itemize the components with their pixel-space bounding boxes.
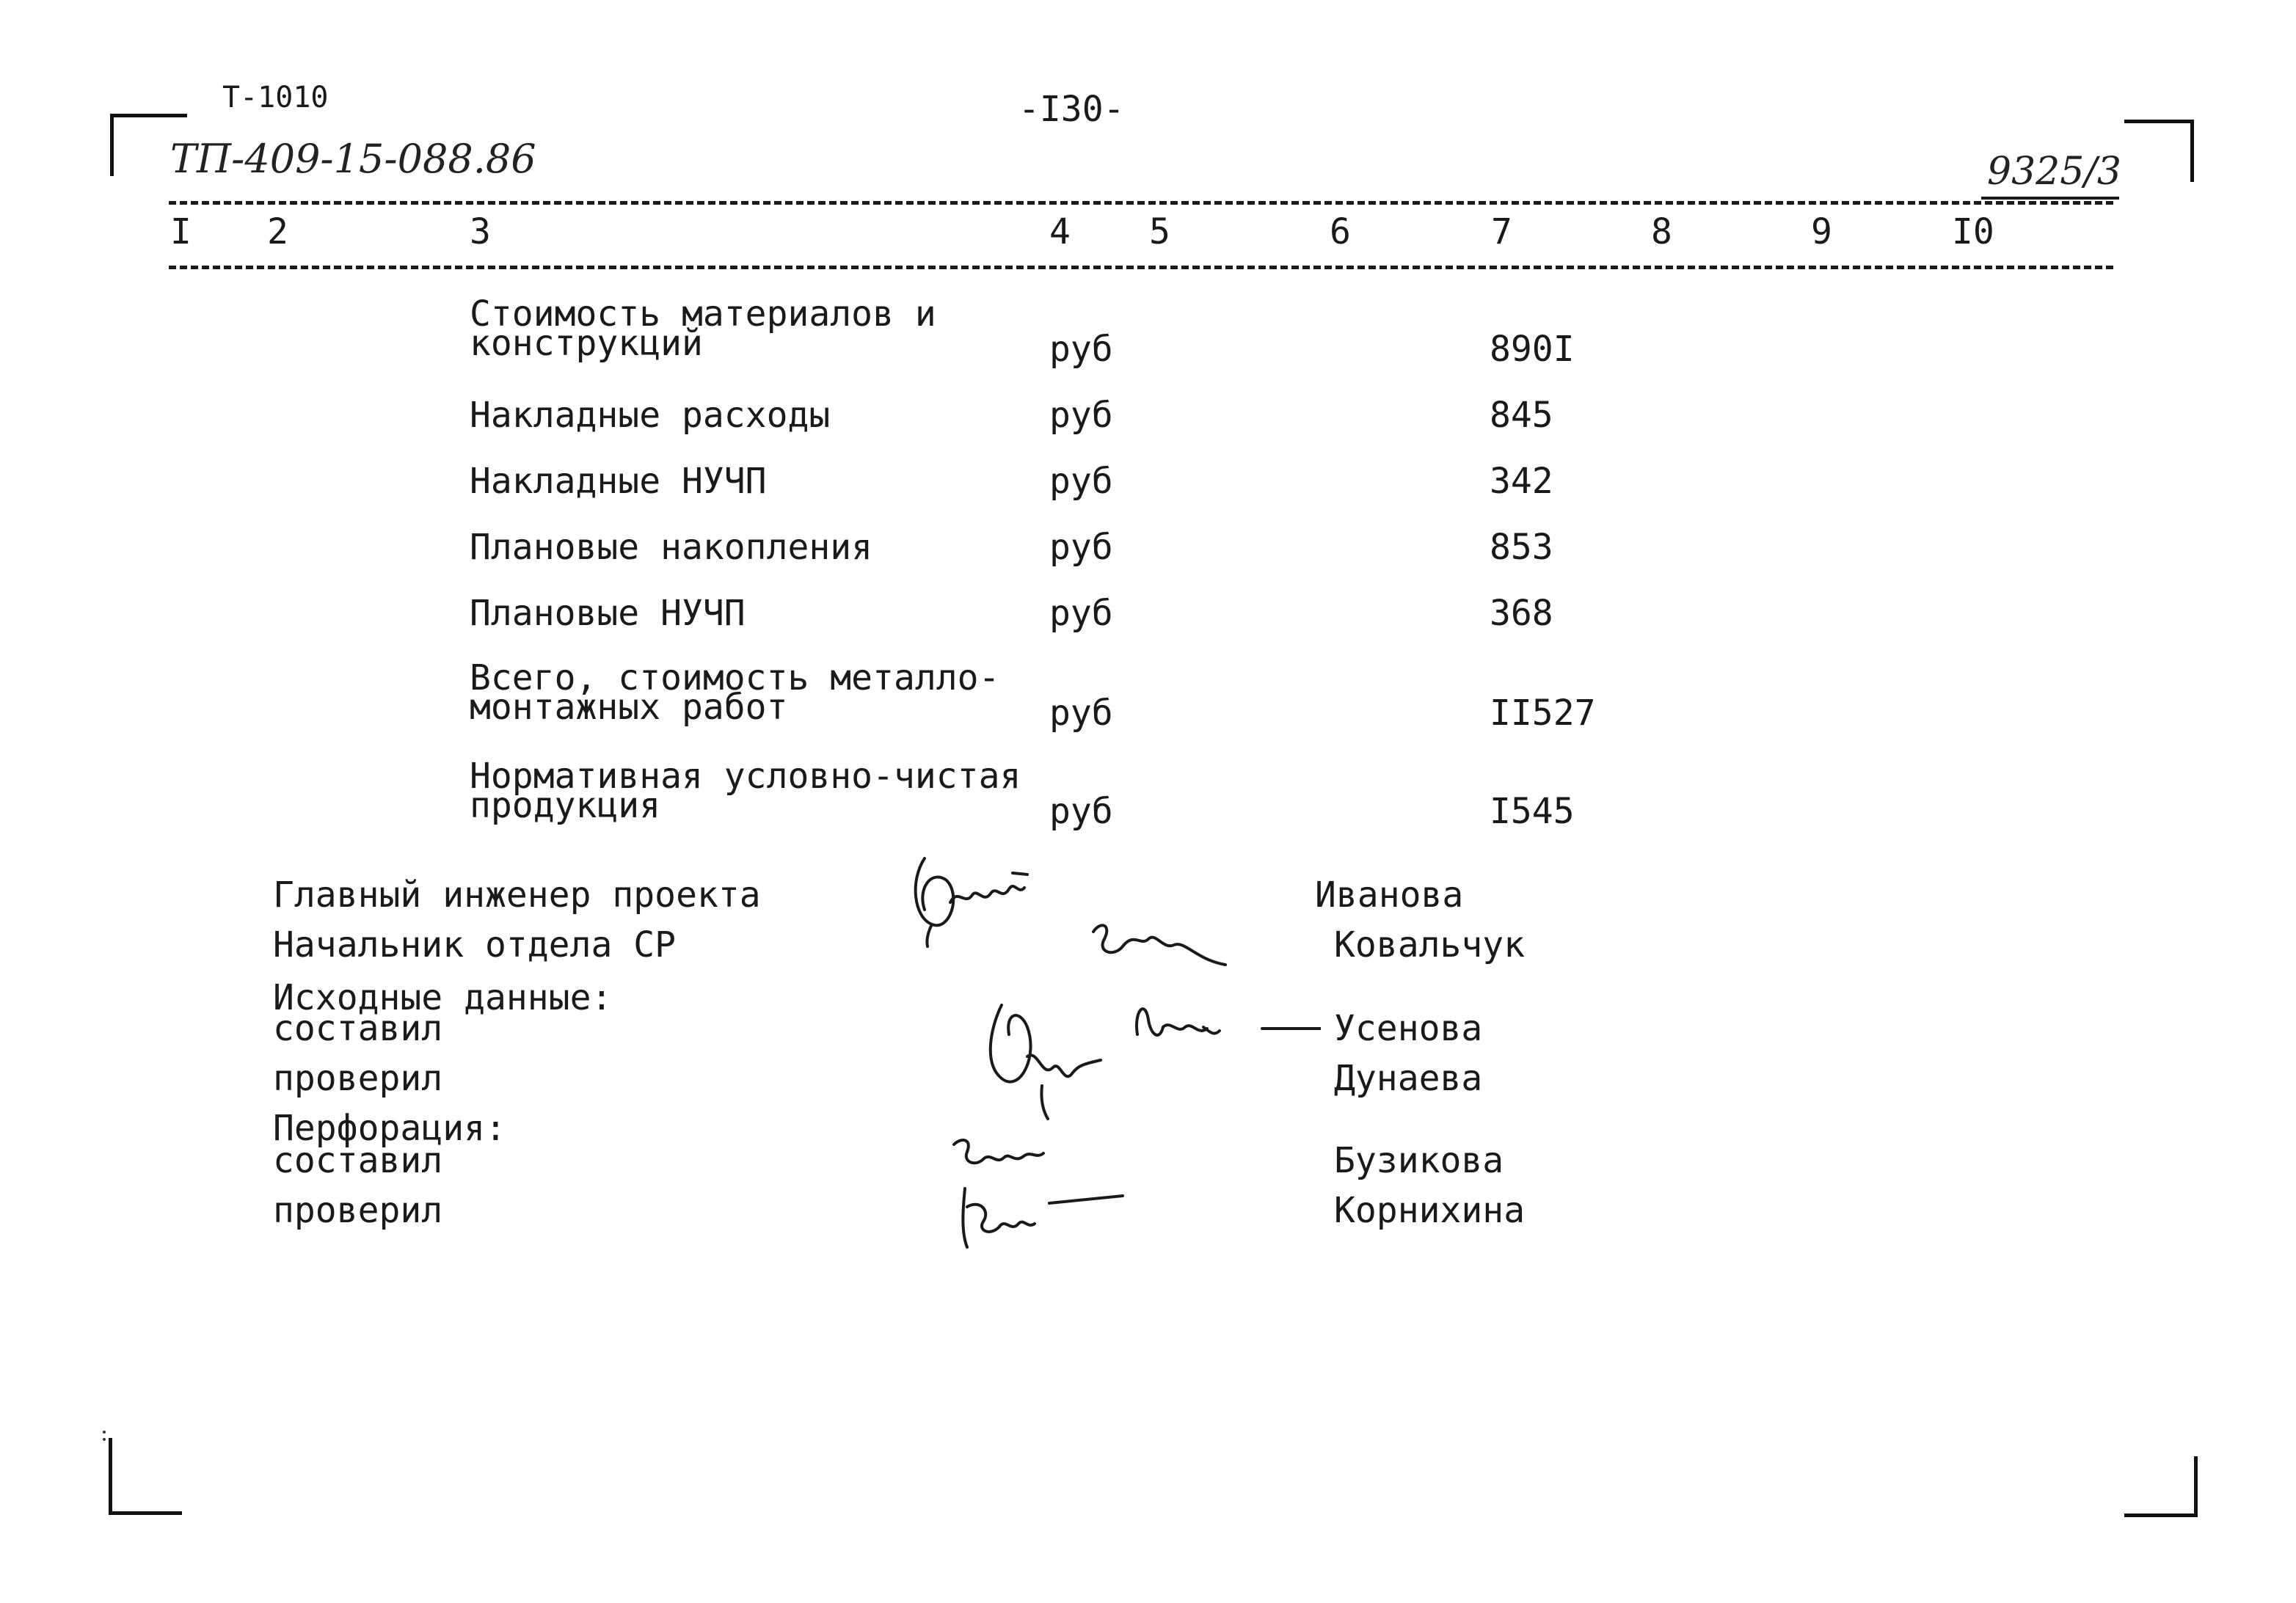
signature-buzikova (954, 1140, 1043, 1163)
frame-corner-bottom-right (2124, 1456, 2198, 1517)
chief-engineer-name: Иванова (1315, 874, 1464, 916)
signature-kornikhina (963, 1188, 1123, 1247)
column-header: 5 (1149, 211, 1170, 252)
row-unit: руб (1049, 329, 1113, 370)
row-unit: руб (1049, 461, 1113, 502)
source-compiled-name: Усенова (1334, 1008, 1483, 1049)
perf-checked-label: проверил (273, 1190, 443, 1231)
column-header: 9 (1811, 211, 1832, 252)
perf-checked-name: Корнихина (1334, 1190, 1526, 1231)
row-item-name: Нормативная условно-чистая продукция (470, 756, 1021, 826)
row-value: I545 (1490, 791, 1575, 832)
source-checked-label: проверил (273, 1058, 443, 1099)
frame-corner-bottom-left (109, 1438, 182, 1515)
row-unit: руб (1049, 593, 1113, 634)
signature-dunaeva (991, 1005, 1101, 1119)
dept-head-role: Начальник отдела СР (273, 924, 677, 965)
project-code: ТП-409-15-088.86 (170, 136, 536, 182)
table-top-rule (169, 201, 2113, 205)
row-value: 853 (1490, 527, 1553, 568)
document-number: 9325/3 (1987, 150, 2121, 194)
perf-compiled-name: Бузикова (1334, 1140, 1504, 1181)
perf-compiled-label: составил (273, 1140, 443, 1181)
table-header-rule (169, 266, 2113, 269)
source-compiled-label: составил (273, 1008, 443, 1049)
row-unit: руб (1049, 527, 1113, 568)
row-value: II527 (1490, 693, 1596, 734)
chief-engineer-role: Главный инженер проекта (273, 874, 761, 916)
source-data-heading: Исходные данные: (273, 977, 613, 1018)
row-value: 342 (1490, 461, 1553, 502)
row-item-name: Плановые НУЧП (470, 593, 746, 634)
margin-mark (103, 1431, 109, 1441)
source-checked-name: Дунаева (1334, 1058, 1483, 1099)
perforation-heading: Перфорация: (273, 1108, 506, 1149)
row-value: 368 (1490, 593, 1553, 634)
row-value: 845 (1490, 395, 1553, 436)
handwritten-signatures (881, 836, 1321, 1277)
column-header: 6 (1330, 211, 1351, 252)
row-unit: руб (1049, 791, 1113, 832)
page-number: -I30- (1018, 89, 1125, 130)
sheet-code: Т-1010 (222, 81, 329, 114)
column-header: I (170, 211, 192, 252)
row-item-name: Стоимость материалов и конструкций (470, 293, 936, 364)
column-header: 3 (470, 211, 491, 252)
column-header: 7 (1491, 211, 1512, 252)
document-number-underline (1981, 197, 2119, 200)
column-header: I0 (1952, 211, 1994, 252)
row-item-name: Накладные расходы (470, 395, 831, 436)
signature-usenova (1137, 1009, 1321, 1035)
dept-head-name: Ковальчук (1334, 924, 1526, 965)
row-item-name: Всего, стоимость металло- монтажных работ (470, 657, 1000, 728)
row-unit: руб (1049, 395, 1113, 436)
row-item-name: Плановые накопления (470, 527, 873, 568)
column-header: 8 (1651, 211, 1672, 252)
row-unit: руб (1049, 693, 1113, 734)
signature-ivanova (916, 858, 1027, 946)
row-item-name: Накладные НУЧП (470, 461, 767, 502)
signature-kovalchuk (1093, 925, 1225, 965)
row-value: 890I (1490, 329, 1575, 370)
frame-corner-top-right (2124, 120, 2194, 182)
column-header: 2 (267, 211, 288, 252)
column-header: 4 (1049, 211, 1071, 252)
